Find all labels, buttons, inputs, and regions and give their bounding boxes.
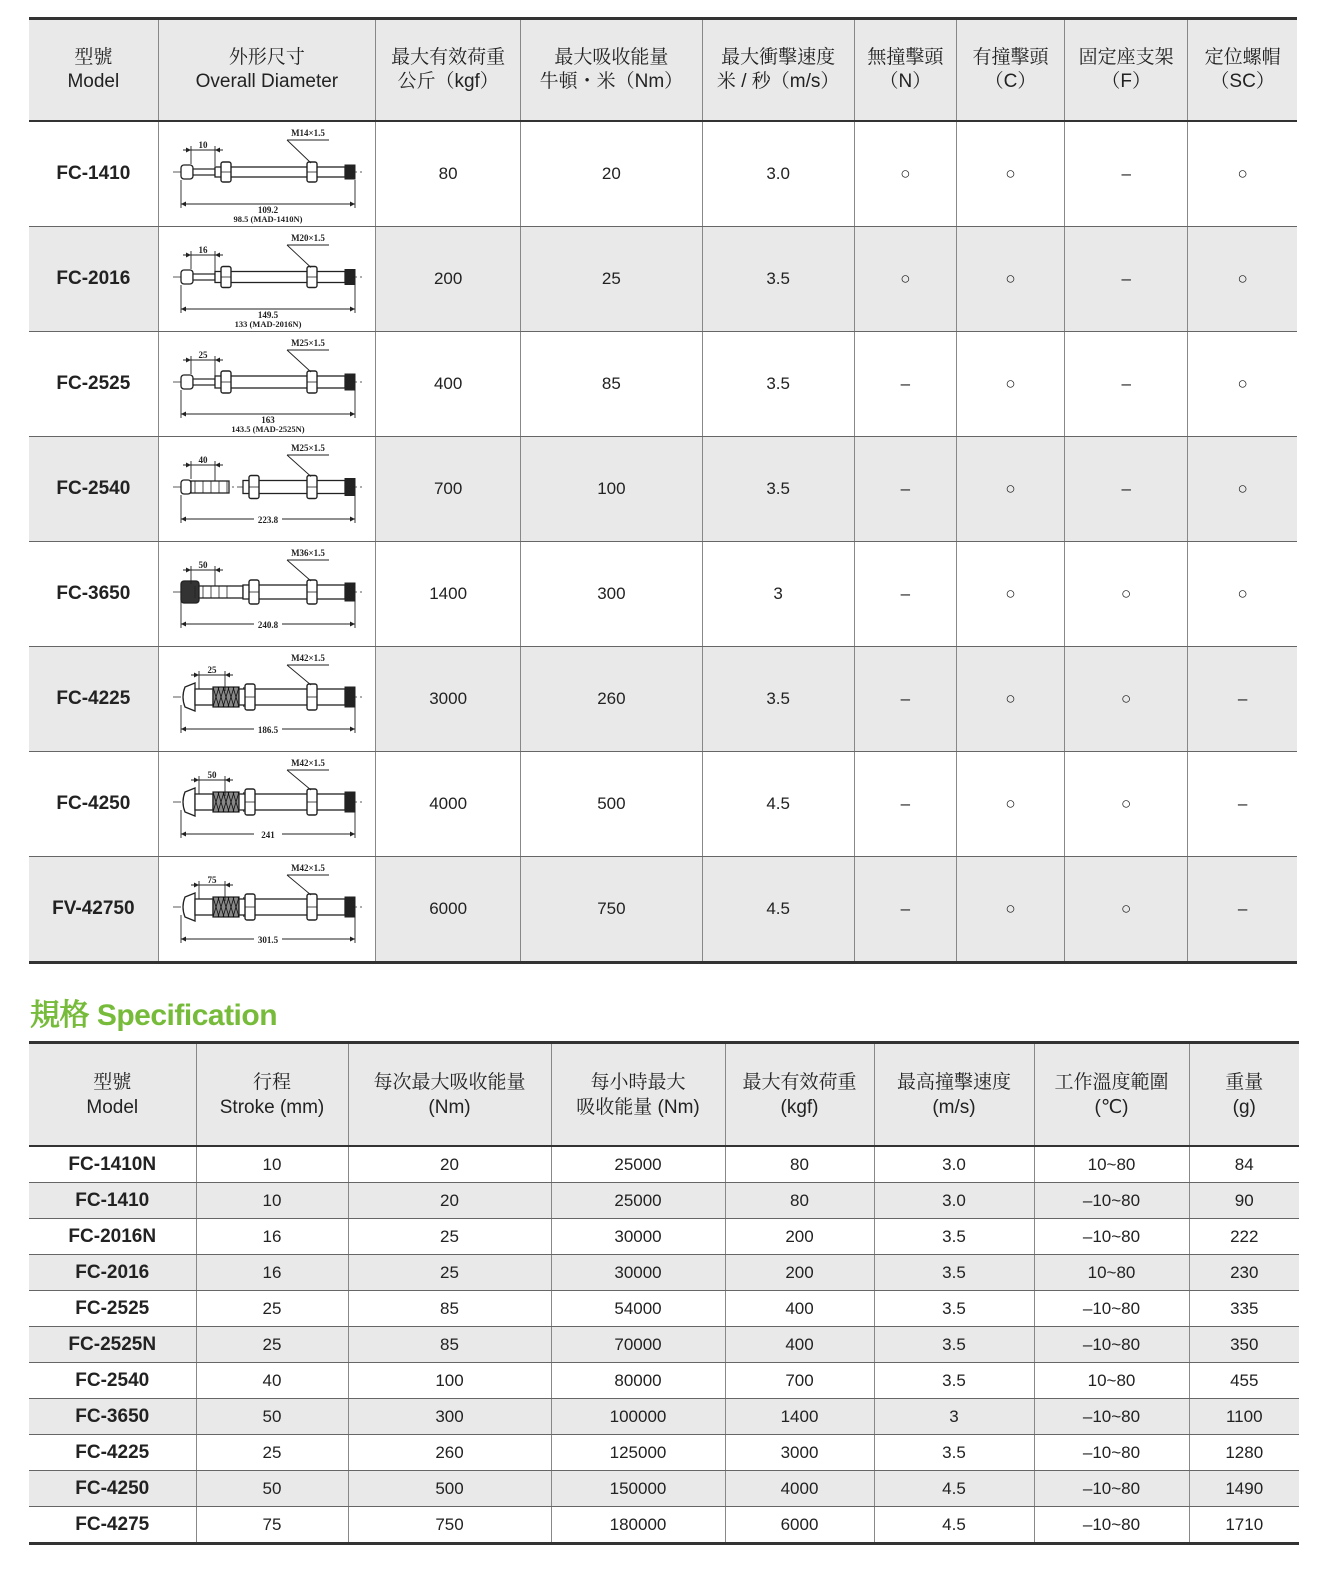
stop-collar-cell: ○ xyxy=(1188,332,1297,437)
table-row xyxy=(29,1399,1299,1435)
header-max-load: 最大有效荷重 (kgf) xyxy=(725,1043,874,1147)
model-cell: FC-4225 xyxy=(29,647,158,752)
speed-cell: 3.5 xyxy=(702,227,854,332)
energy-per-hour-cell: 25000 xyxy=(551,1146,725,1183)
bracket-cell: ○ xyxy=(1065,542,1188,647)
table-row xyxy=(29,1471,1299,1507)
with-cap-cell: ○ xyxy=(956,752,1064,857)
overall-length-label: 241 xyxy=(261,830,275,840)
stop-collar-cell: ○ xyxy=(1188,542,1297,647)
shock-absorber-drawing xyxy=(167,124,367,224)
stroke-cell: 25 xyxy=(196,1435,348,1471)
load-cell: 200 xyxy=(725,1219,874,1255)
table-header-row xyxy=(29,1043,1299,1147)
stroke-cell: 16 xyxy=(196,1219,348,1255)
energy-per-cycle-cell: 85 xyxy=(348,1327,551,1363)
header-overall-diameter: 外形尺寸 Overall Diameter xyxy=(158,19,375,122)
header-max-speed: 最大衝擊速度 米 / 秒（m/s） xyxy=(702,19,854,122)
alt-length-label: 143.5 (MAD-2525N) xyxy=(231,424,305,434)
stroke-cell: 50 xyxy=(196,1471,348,1507)
load-cell: 200 xyxy=(725,1255,874,1291)
with-cap-cell: ○ xyxy=(956,647,1064,752)
stroke-cell: 25 xyxy=(196,1327,348,1363)
overall-length-label: 109.2 xyxy=(257,205,278,215)
energy-per-cycle-cell: 25 xyxy=(348,1255,551,1291)
energy-per-cycle-cell: 750 xyxy=(348,1507,551,1544)
energy-cell: 100 xyxy=(521,437,702,542)
energy-cell: 260 xyxy=(521,647,702,752)
weight-cell: 84 xyxy=(1189,1146,1299,1183)
speed-cell: 3.5 xyxy=(874,1363,1034,1399)
stroke-label: 16 xyxy=(198,245,208,255)
table-row xyxy=(29,1291,1299,1327)
diagram-cell xyxy=(158,542,375,647)
speed-cell: 3.5 xyxy=(874,1327,1034,1363)
no-cap-cell: – xyxy=(854,857,956,963)
temp-range-cell: –10~80 xyxy=(1034,1399,1189,1435)
energy-per-hour-cell: 54000 xyxy=(551,1291,725,1327)
table-row xyxy=(29,227,1297,332)
energy-per-hour-cell: 80000 xyxy=(551,1363,725,1399)
overall-length-label: 240.8 xyxy=(257,620,278,630)
model-cell: FV-42750 xyxy=(29,857,158,963)
shock-absorber-drawing xyxy=(167,544,367,644)
model-dimension-table xyxy=(29,17,1297,964)
weight-cell: 1710 xyxy=(1225,1514,1264,1534)
stop-collar-cell: ○ xyxy=(1188,437,1297,542)
temp-range-cell: –10~80 xyxy=(1034,1291,1189,1327)
speed-cell: 4.5 xyxy=(874,1507,1034,1544)
no-cap-cell: – xyxy=(854,647,956,752)
load-cell: 3000 xyxy=(376,647,521,752)
stop-collar-cell: ○ xyxy=(1188,227,1297,332)
table-row xyxy=(29,1255,1299,1291)
thread-size-label: M25×1.5 xyxy=(290,338,325,348)
load-cell: 200 xyxy=(376,227,521,332)
overall-length-label: 301.5 xyxy=(257,935,278,945)
speed-cell: 3 xyxy=(874,1399,1034,1435)
temp-range-cell: –10~80 xyxy=(1034,1435,1189,1471)
table-row xyxy=(29,752,1297,857)
no-cap-cell: – xyxy=(854,542,956,647)
weight-cell: 230 xyxy=(1189,1255,1299,1291)
thread-size-label: M25×1.5 xyxy=(290,443,325,453)
model-cell: FC-1410 xyxy=(29,121,158,227)
load-cell: 80 xyxy=(725,1146,874,1183)
speed-cell: 3.5 xyxy=(702,437,854,542)
shock-absorber-drawing xyxy=(167,439,367,539)
with-cap-cell: ○ xyxy=(956,857,1064,963)
bracket-cell: ○ xyxy=(1065,752,1188,857)
stop-collar-cell: – xyxy=(1188,647,1297,752)
diagram-cell xyxy=(158,437,375,542)
weight-cell: 90 xyxy=(1189,1183,1299,1219)
speed-cell: 3.5 xyxy=(702,647,854,752)
stroke-label: 75 xyxy=(207,875,217,885)
load-cell: 400 xyxy=(725,1291,874,1327)
model-cell: FC-2540 xyxy=(29,437,158,542)
model-cell: FC-2525 xyxy=(29,332,158,437)
with-cap-cell: ○ xyxy=(956,121,1064,227)
section-title-specification: 規格 Specification xyxy=(30,999,278,1032)
with-cap-cell: ○ xyxy=(956,542,1064,647)
temp-range-cell: 10~80 xyxy=(1034,1363,1189,1399)
load-cell: 6000 xyxy=(376,857,521,963)
table-row xyxy=(29,437,1297,542)
with-cap-cell: ○ xyxy=(956,332,1064,437)
speed-cell: 3.5 xyxy=(702,332,854,437)
model-cell: FC-4250 xyxy=(29,1471,196,1507)
load-cell: 700 xyxy=(376,437,521,542)
thread-size-label: M14×1.5 xyxy=(290,128,325,138)
energy-per-hour-cell: 125000 xyxy=(551,1435,725,1471)
stop-collar-cell: – xyxy=(1188,857,1297,963)
energy-cell: 750 xyxy=(521,857,702,963)
model-cell: FC-1410N xyxy=(29,1146,196,1183)
table-row xyxy=(29,1219,1299,1255)
header-model: 型號 Model xyxy=(29,19,158,122)
stroke-label: 40 xyxy=(198,455,208,465)
table-row xyxy=(29,647,1297,752)
specification-table xyxy=(29,1041,1299,1545)
overall-length-label: 186.5 xyxy=(257,725,278,735)
stop-collar-cell: – xyxy=(1188,752,1297,857)
speed-cell: 3 xyxy=(702,542,854,647)
model-cell: FC-2016 xyxy=(29,1255,196,1291)
no-cap-cell: ○ xyxy=(854,227,956,332)
table-row xyxy=(29,121,1297,227)
model-cell: FC-2525N xyxy=(29,1327,196,1363)
header-max-energy: 最大吸收能量 牛頓・米（Nm） xyxy=(521,19,702,122)
table-row xyxy=(29,542,1297,647)
load-cell: 1400 xyxy=(725,1399,874,1435)
temp-range-cell: –10~80 xyxy=(1034,1183,1189,1219)
header-energy-per-hour: 每小時最大 吸收能量 (Nm) xyxy=(551,1043,725,1147)
load-cell: 4000 xyxy=(376,752,521,857)
energy-per-cycle-cell: 20 xyxy=(348,1183,551,1219)
stroke-cell: 25 xyxy=(196,1291,348,1327)
speed-cell: 4.5 xyxy=(874,1471,1034,1507)
table-row xyxy=(29,1363,1299,1399)
model-cell: FC-2016 xyxy=(29,227,158,332)
stroke-cell: 10 xyxy=(196,1146,348,1183)
temp-range-cell: –10~80 xyxy=(1034,1507,1189,1544)
bracket-cell: ○ xyxy=(1065,857,1188,963)
energy-per-cycle-cell: 85 xyxy=(348,1291,551,1327)
header-weight: 重量 (g) xyxy=(1189,1043,1299,1147)
header-no-cap: 無撞擊頭 （N） xyxy=(854,19,956,122)
no-cap-cell: ○ xyxy=(854,121,956,227)
stroke-cell: 75 xyxy=(196,1507,348,1544)
energy-per-cycle-cell: 300 xyxy=(348,1399,551,1435)
weight-cell: 1490 xyxy=(1189,1471,1299,1507)
diagram-cell xyxy=(158,647,375,752)
temp-range-cell: –10~80 xyxy=(1034,1327,1189,1363)
header-max-load: 最大有效荷重 公斤（kgf） xyxy=(376,19,521,122)
stroke-cell: 10 xyxy=(196,1183,348,1219)
load-cell: 80 xyxy=(725,1183,874,1219)
diagram-cell xyxy=(158,857,375,963)
energy-per-hour-cell: 30000 xyxy=(551,1219,725,1255)
table-row xyxy=(29,1507,1299,1544)
energy-per-cycle-cell: 260 xyxy=(348,1435,551,1471)
energy-per-cycle-cell: 20 xyxy=(348,1146,551,1183)
load-cell: 6000 xyxy=(725,1507,874,1544)
load-cell: 400 xyxy=(725,1327,874,1363)
energy-per-hour-cell: 150000 xyxy=(551,1471,725,1507)
with-cap-cell: ○ xyxy=(956,227,1064,332)
energy-per-hour-cell: 100000 xyxy=(551,1399,725,1435)
thread-size-label: M20×1.5 xyxy=(290,233,325,243)
load-cell: 1400 xyxy=(376,542,521,647)
model-cell: FC-3650 xyxy=(29,1399,196,1435)
header-energy-per-cycle: 每次最大吸收能量 (Nm) xyxy=(348,1043,551,1147)
shock-absorber-drawing xyxy=(167,334,367,434)
shock-absorber-drawing xyxy=(167,754,367,854)
weight-cell: 1280 xyxy=(1189,1435,1299,1471)
header-stop-collar: 定位螺帽 （SC） xyxy=(1188,19,1297,122)
table-row xyxy=(29,332,1297,437)
energy-cell: 25 xyxy=(521,227,702,332)
alt-length-label: 98.5 (MAD-1410N) xyxy=(233,214,303,224)
shock-absorber-drawing xyxy=(167,229,367,329)
alt-length-label: 133 (MAD-2016N) xyxy=(234,319,302,329)
energy-cell: 20 xyxy=(521,121,702,227)
table-header-row xyxy=(29,19,1297,122)
diagram-cell xyxy=(158,332,375,437)
header-stroke: 行程 Stroke (mm) xyxy=(196,1043,348,1147)
no-cap-cell: – xyxy=(854,752,956,857)
stroke-cell: 40 xyxy=(196,1363,348,1399)
bracket-cell: – xyxy=(1065,121,1188,227)
no-cap-cell: – xyxy=(854,332,956,437)
stop-collar-cell: ○ xyxy=(1188,121,1297,227)
energy-cell: 300 xyxy=(521,542,702,647)
header-with-cap: 有撞擊頭 （C） xyxy=(956,19,1064,122)
temp-range-cell: 10~80 xyxy=(1034,1255,1189,1291)
model-cell: FC-2525 xyxy=(29,1291,196,1327)
stroke-label: 25 xyxy=(207,665,217,675)
bracket-cell: ○ xyxy=(1065,647,1188,752)
stroke-label: 25 xyxy=(198,350,208,360)
load-cell: 3000 xyxy=(725,1435,874,1471)
weight-cell: 335 xyxy=(1189,1291,1299,1327)
bracket-cell: – xyxy=(1065,227,1188,332)
speed-cell: 3.5 xyxy=(874,1291,1034,1327)
energy-per-cycle-cell: 500 xyxy=(348,1471,551,1507)
overall-length-label: 149.5 xyxy=(257,310,278,320)
speed-cell: 4.5 xyxy=(702,857,854,963)
model-cell: FC-4275 xyxy=(29,1507,196,1544)
model-cell: FC-2540 xyxy=(29,1363,196,1399)
no-cap-cell: – xyxy=(854,437,956,542)
shock-absorber-drawing xyxy=(167,859,367,959)
energy-per-cycle-cell: 100 xyxy=(348,1363,551,1399)
energy-cell: 85 xyxy=(521,332,702,437)
stroke-cell: 16 xyxy=(196,1255,348,1291)
energy-per-hour-cell: 180000 xyxy=(551,1507,725,1544)
speed-cell: 3.5 xyxy=(874,1219,1034,1255)
weight-cell: 350 xyxy=(1189,1327,1299,1363)
speed-cell: 3.0 xyxy=(874,1146,1034,1183)
table-row xyxy=(29,1183,1299,1219)
header-model: 型號 Model xyxy=(29,1043,196,1147)
weight-cell: 222 xyxy=(1189,1219,1299,1255)
overall-length-label: 223.8 xyxy=(257,515,278,525)
stroke-label: 10 xyxy=(198,140,208,150)
shock-absorber-drawing xyxy=(167,649,367,749)
header-max-speed: 最高撞擊速度 (m/s) xyxy=(874,1043,1034,1147)
speed-cell: 4.5 xyxy=(702,752,854,857)
energy-per-hour-cell: 25000 xyxy=(551,1183,725,1219)
thread-size-label: M36×1.5 xyxy=(290,548,325,558)
with-cap-cell: ○ xyxy=(956,437,1064,542)
bracket-cell: – xyxy=(1065,437,1188,542)
diagram-cell xyxy=(158,121,375,227)
model-cell: FC-2016N xyxy=(29,1219,196,1255)
speed-cell: 3.0 xyxy=(874,1183,1034,1219)
stroke-cell: 50 xyxy=(196,1399,348,1435)
temp-range-cell: –10~80 xyxy=(1034,1219,1189,1255)
model-cell: FC-4250 xyxy=(29,752,158,857)
load-cell: 700 xyxy=(725,1363,874,1399)
energy-cell: 500 xyxy=(521,752,702,857)
overall-length-label: 163 xyxy=(261,415,275,425)
energy-per-hour-cell: 70000 xyxy=(551,1327,725,1363)
table-row xyxy=(29,857,1297,963)
speed-cell: 3.5 xyxy=(874,1435,1034,1471)
weight-cell: 455 xyxy=(1189,1363,1299,1399)
temp-range-cell: 10~80 xyxy=(1034,1146,1189,1183)
bracket-cell: – xyxy=(1065,332,1188,437)
diagram-cell xyxy=(158,752,375,857)
thread-size-label: M42×1.5 xyxy=(290,863,325,873)
model-cell: FC-4225 xyxy=(29,1435,196,1471)
stroke-label: 50 xyxy=(198,560,208,570)
table-row xyxy=(29,1327,1299,1363)
model-cell: FC-1410 xyxy=(29,1183,196,1219)
thread-size-label: M42×1.5 xyxy=(290,653,325,663)
energy-per-cycle-cell: 25 xyxy=(348,1219,551,1255)
load-cell: 4000 xyxy=(725,1471,874,1507)
energy-per-hour-cell: 30000 xyxy=(551,1255,725,1291)
weight-cell: 1100 xyxy=(1189,1399,1299,1435)
diagram-cell xyxy=(158,227,375,332)
model-cell: FC-3650 xyxy=(29,542,158,647)
load-cell: 400 xyxy=(376,332,521,437)
temp-range-cell: –10~80 xyxy=(1034,1471,1189,1507)
table-row xyxy=(29,1435,1299,1471)
speed-cell: 3.0 xyxy=(702,121,854,227)
header-bracket: 固定座支架 （F） xyxy=(1065,19,1188,122)
stroke-label: 50 xyxy=(207,770,217,780)
table-row xyxy=(29,1146,1299,1183)
load-cell: 80 xyxy=(376,121,521,227)
thread-size-label: M42×1.5 xyxy=(290,758,325,768)
speed-cell: 3.5 xyxy=(874,1255,1034,1291)
header-temp-range: 工作溫度範圍 (℃) xyxy=(1034,1043,1189,1147)
